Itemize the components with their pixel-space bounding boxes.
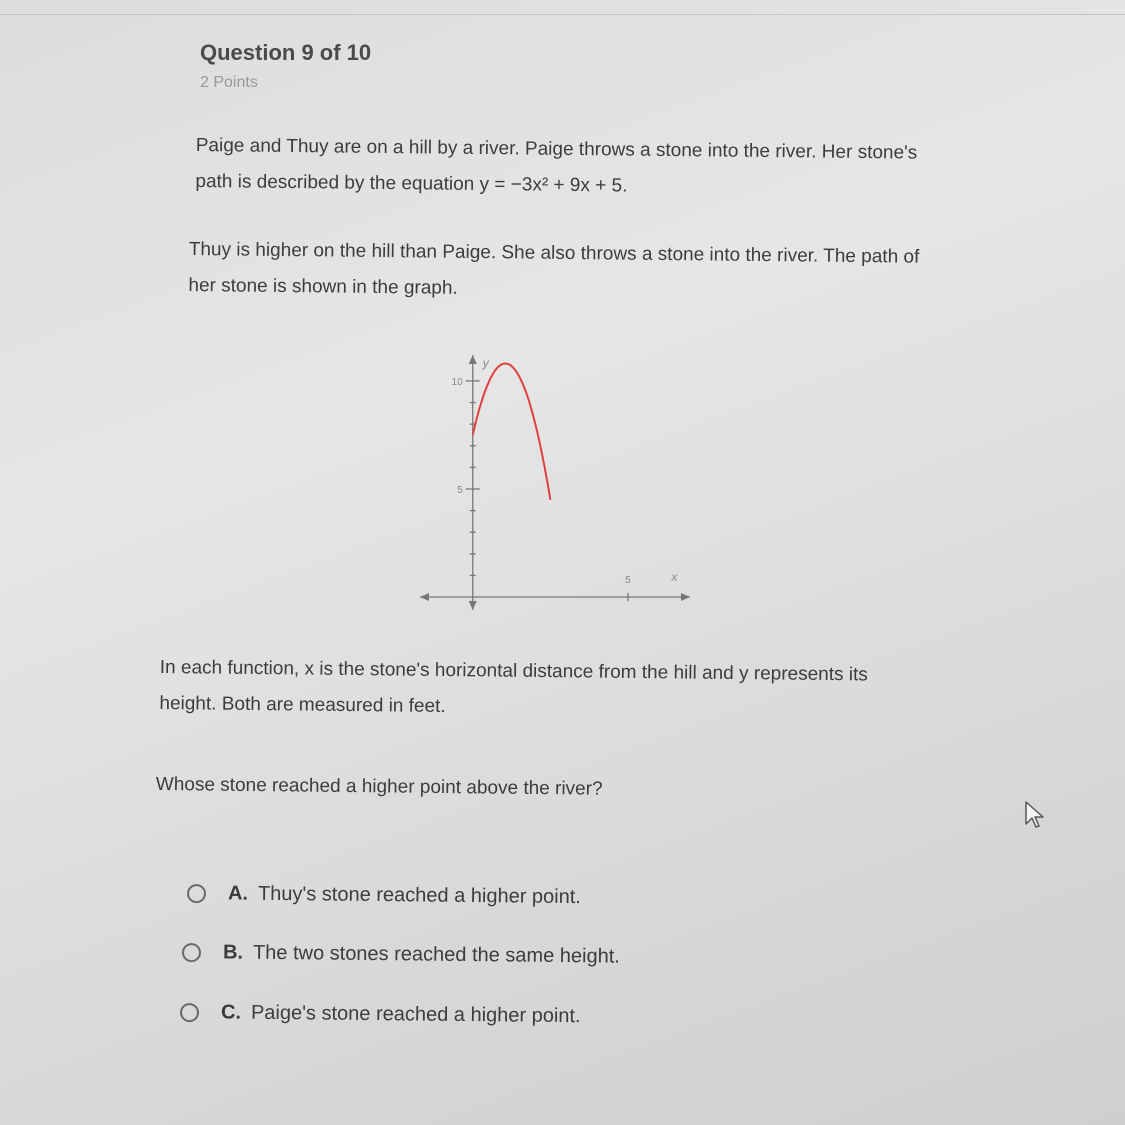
prompt-text-1: Paige and Thuy are on a hill by a river. Paige throws a stone into the river. Her stone's path is described by the equation <box>195 134 918 195</box>
prompt-paragraph-3: In each function, x is the stone's horizontal distance from the hill and y represents its height. Both are measured in feet. <box>159 656 868 717</box>
question-title: Question 9 of 10 <box>200 40 372 65</box>
choice-a-text: Thuy's stone reached a higher point. <box>257 882 582 909</box>
header-divider <box>0 14 1125 15</box>
mouse-cursor-icon <box>1024 800 1048 830</box>
choice-a[interactable] <box>187 882 581 909</box>
y-tick-label-5: 5 <box>457 484 463 496</box>
choice-b-letter: B. <box>222 941 244 964</box>
graph-axes <box>420 355 690 610</box>
question-points: 2 Points <box>200 74 258 91</box>
choice-c-letter: C. <box>220 1001 242 1024</box>
paige-equation: y = −3x² + 9x + 5. <box>479 173 628 197</box>
graph-ticks <box>466 381 628 601</box>
y-axis-arrow-down <box>469 601 477 610</box>
y-tick-label-10: 10 <box>451 376 463 388</box>
radio-a[interactable] <box>187 884 206 903</box>
choice-b[interactable] <box>182 941 620 969</box>
question-prompt: Whose stone reached a higher point above the river? <box>155 773 603 800</box>
x-tick-label-5: 5 <box>625 575 631 587</box>
y-axis-label: y <box>482 356 489 370</box>
choice-b-text: The two stones reached the same height. <box>252 941 620 968</box>
choice-a-letter: A. <box>227 882 249 905</box>
prompt-paragraph-1 <box>195 128 956 208</box>
x-axis-arrow-right <box>681 593 690 601</box>
prompt-paragraph-2: Thuy is higher on the hill than Paige. She also throws a stone into the river. The path of her stone is shown in the graph. <box>188 238 920 299</box>
thuy-stone-graph <box>410 345 700 620</box>
y-axis-arrow-up <box>469 355 477 364</box>
choice-c[interactable] <box>180 1001 581 1028</box>
radio-b[interactable] <box>182 943 201 962</box>
x-axis-label: x <box>671 570 678 585</box>
x-axis-arrow-left <box>420 593 429 601</box>
choice-c-text: Paige's stone reached a higher point. <box>250 1001 581 1028</box>
thuy-stone-curve <box>473 364 551 500</box>
radio-c[interactable] <box>180 1003 199 1022</box>
